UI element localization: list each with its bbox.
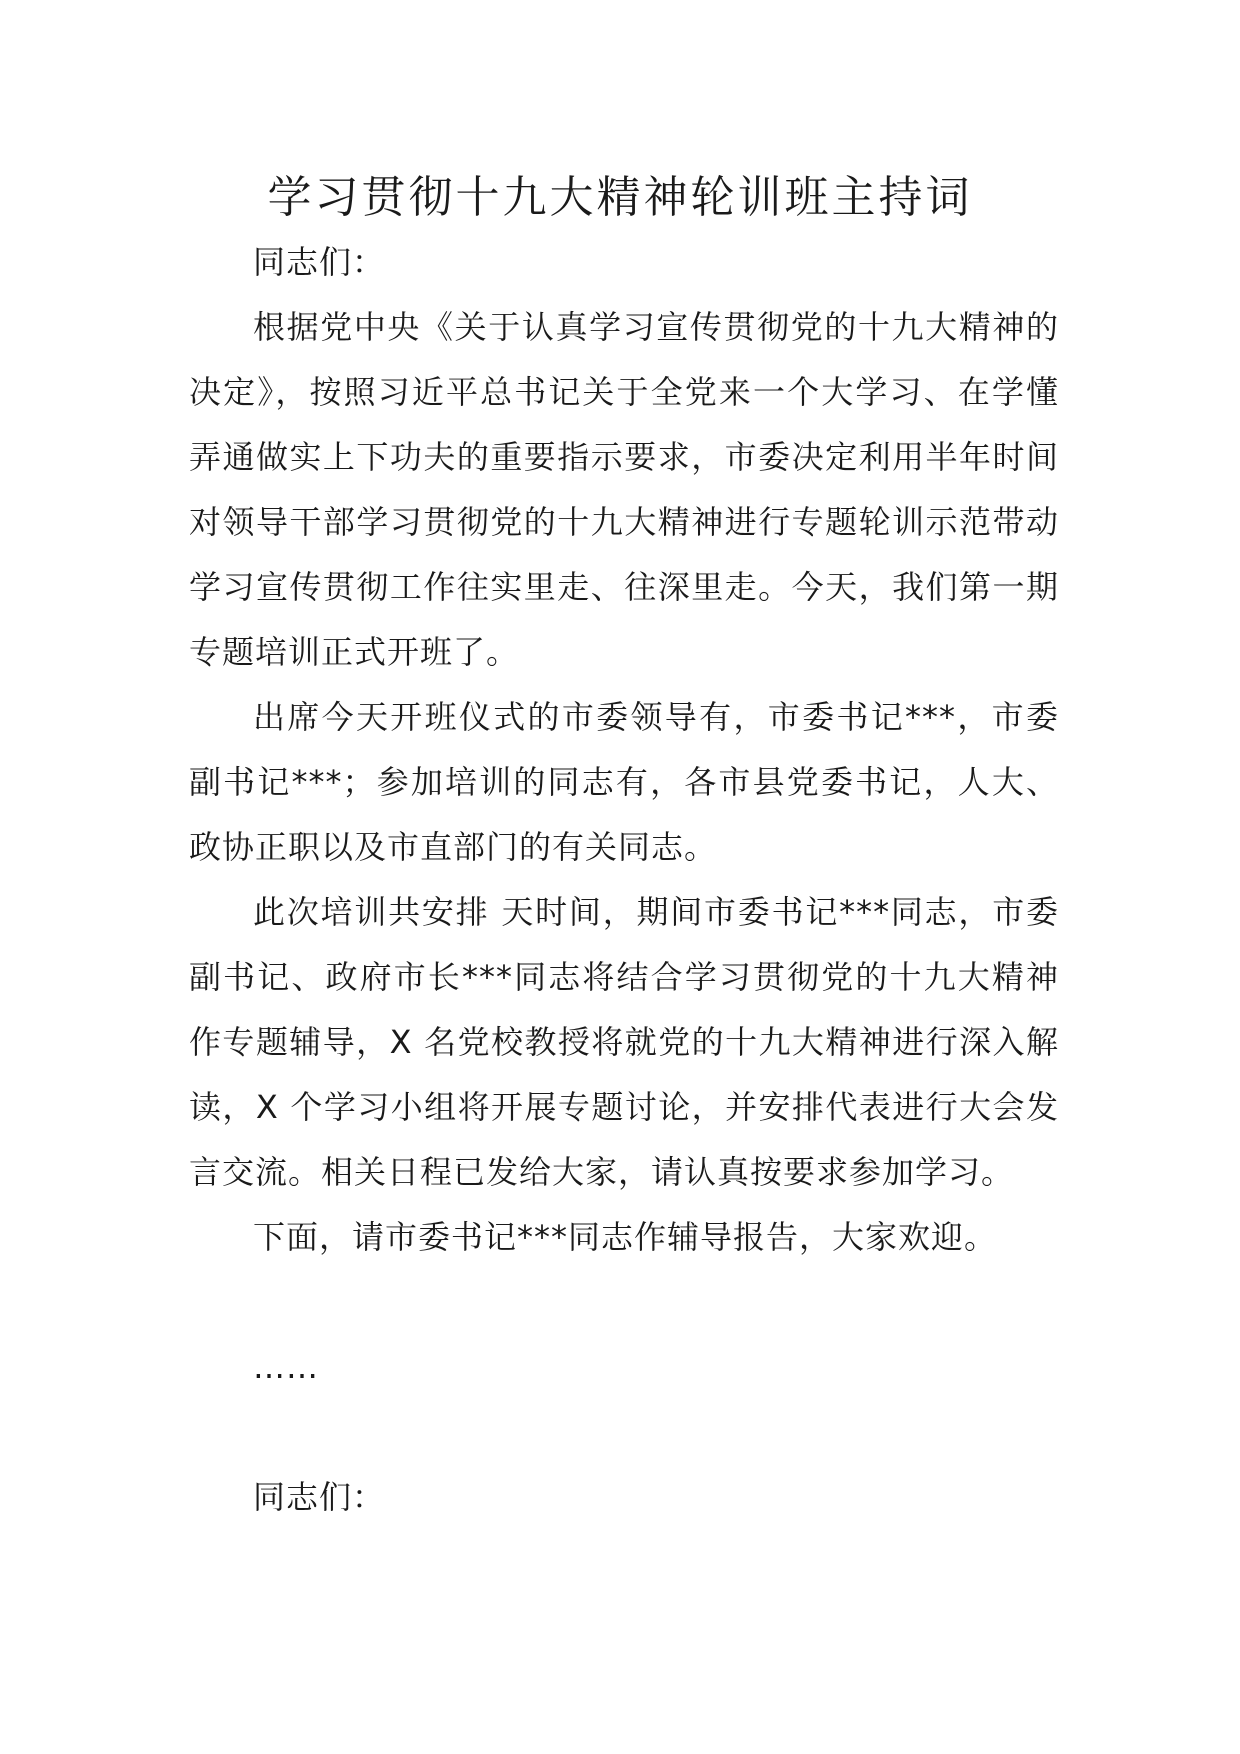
- paragraph-attendees: 出席今天开班仪式的市委领导有，市委书记***，市委副书记***；参加培训的同志有，各市县党委书记，人大、政协正职以及市直部门的有关同志。: [189, 698, 1059, 866]
- document-title: 学习贯彻十九大精神轮训班主持词: [267, 172, 973, 223]
- paragraph-invitation: 下面，请市委书记***同志作辅导报告，大家欢迎。: [253, 1218, 998, 1256]
- document-body: [189, 230, 1059, 1530]
- ellipsis: ……: [253, 1348, 319, 1386]
- salutation: 同志们：: [253, 243, 386, 281]
- paragraph-schedule: 此次培训共安排 天时间，期间市委书记***同志，市委副书记、政府市长***同志将结合学习贯彻党的十九大精神作专题辅导，X 名党校教授将就党的十九大精神进行深入解读，X 个学习小组将开展专题讨论，并安排代表进行大会发言交流。相关日程已发给大家，请认真按要求参加学习。: [189, 893, 1059, 1191]
- spacer: [189, 1270, 1059, 1335]
- paragraph-intro: 根据党中央《关于认真学习宣传贯彻党的十九大精神的决定》，按照习近平总书记关于全党来一个大学习、在学懂弄通做实上下功夫的重要指示要求，市委决定利用半年时间对领导干部学习贯彻党的十九大精神进行专题轮训示范带动学习宣传贯彻工作往实里走、往深里走。今天，我们第一期专题培训正式开班了。: [189, 308, 1059, 671]
- spacer: [189, 1400, 1059, 1465]
- closing-salutation: 同志们：: [253, 1478, 386, 1516]
